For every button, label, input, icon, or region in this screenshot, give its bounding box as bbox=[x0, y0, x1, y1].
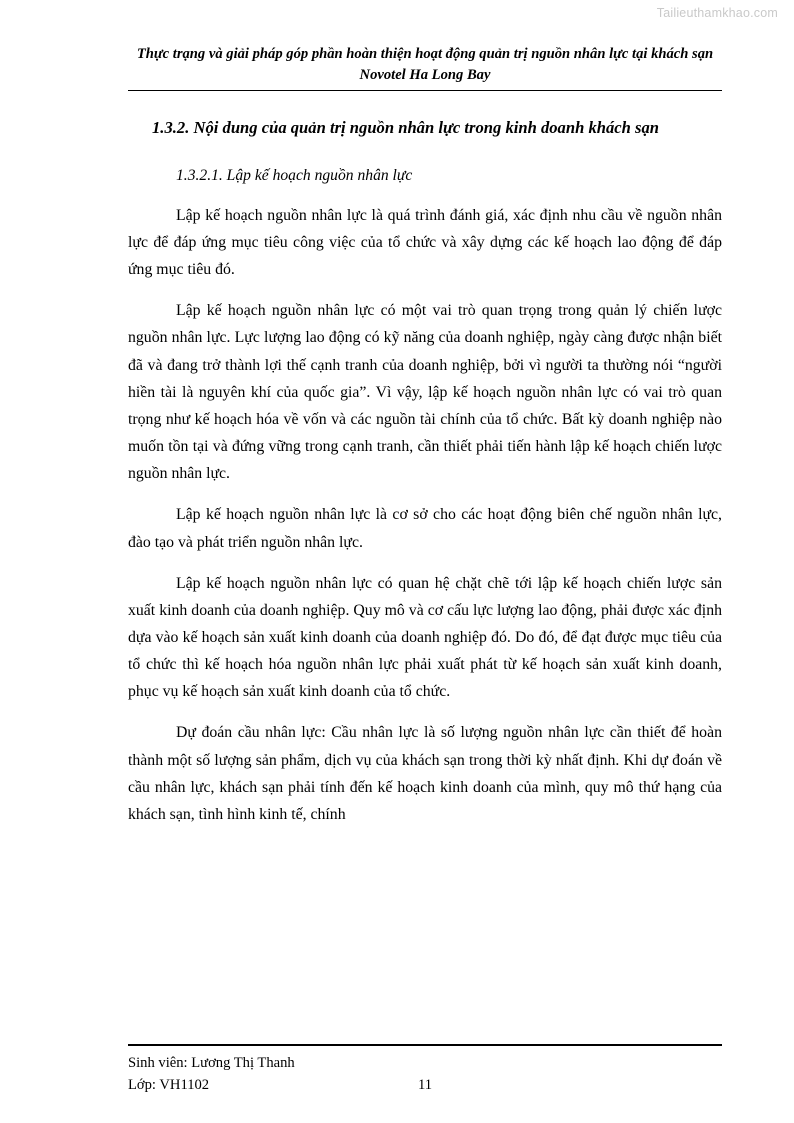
footer-class: Lớp: VH1102 bbox=[128, 1077, 210, 1094]
page-number: 11 bbox=[417, 1077, 433, 1094]
body-paragraph: Lập kế hoạch nguồn nhân lực là cơ sở cho các hoạt động biên chế nguồn nhân lực, đào tạo và phát triển nguồn nhân lực. bbox=[128, 506, 722, 551]
page-content bbox=[128, 44, 722, 828]
body-paragraph: Dự đoán cầu nhân lực: Cầu nhân lực là số lượng nguồn nhân lực cần thiết để hoàn thành một số lượng sản phẩm, dịch vụ của khách sạn trong thời kỳ nhất định. Khi dự đoán về cầu nhân lực, khách sạn phải tính đến kế hoạch kinh doanh của mình, quy mô thứ hạng của khách sạn, tình hình kinh tế, chính bbox=[128, 724, 722, 823]
section-heading: 1.3.2. Nội dung của quản trị nguồn nhân lực trong kinh doanh khách sạn bbox=[152, 118, 660, 138]
running-header bbox=[128, 44, 722, 88]
footer-divider bbox=[128, 1044, 722, 1046]
body-paragraph: Lập kế hoạch nguồn nhân lực có một vai trò quan trọng trong quản lý chiến lược nguồn nhân lực. Lực lượng lao động có kỹ năng của doanh nghiệp, ngày càng được nhận biết đã và đang trở thành lợi thế cạnh tranh của doanh nghiệp, bởi vì người ta thường nói “người hiền tài là nguyên khí của quốc gia”. Vì vậy, lập kế hoạch nguồn nhân lực có vai trò quan trọng như kế hoạch hóa về vốn và các nguồn tài chính của tổ chức. Bất kỳ doanh nghiệp nào muốn tồn tại và đứng vững trong cạnh tranh, cần thiết phải tiến hành lập kế hoạch chiến lược nguồn nhân lực. bbox=[128, 302, 722, 483]
running-header-line-1: Thực trạng và giải pháp góp phần hoàn thiện hoạt động quản trị nguồn nhân lực tại khách sạn bbox=[136, 46, 714, 62]
watermark-text: Tailieuthamkhao.com bbox=[656, 6, 778, 20]
subsection-heading: 1.3.2.1. Lập kế hoạch nguồn nhân lực bbox=[176, 166, 413, 184]
page-footer bbox=[128, 1044, 722, 1097]
body-paragraph: Lập kế hoạch nguồn nhân lực là quá trình đánh giá, xác định nhu cầu về nguồn nhân lực để đáp ứng mục tiêu công việc của tổ chức và xây dựng các kế hoạch lao động để đáp ứng mục tiêu đó. bbox=[128, 206, 722, 279]
header-divider bbox=[128, 90, 722, 91]
running-header-line-2: Novotel Ha Long Bay bbox=[359, 66, 491, 83]
footer-class-row bbox=[128, 1074, 722, 1097]
footer-student: Sinh viên: Lương Thị Thanh bbox=[128, 1054, 295, 1071]
body-paragraph: Lập kế hoạch nguồn nhân lực có quan hệ chặt chẽ tới lập kế hoạch chiến lược sản xuất kinh doanh của doanh nghiệp. Quy mô và cơ cấu lực lượng lao động, phải được xác định dựa vào kế hoạch sản xuất kinh doanh của doanh nghiệp đó. Do đó, để đạt được mục tiêu của tổ chức thì kế hoạch hóa nguồn nhân lực phải xuất phát từ kế hoạch sản xuất kinh doanh, phục vụ kế hoạch sản xuất kinh doanh của tổ chức. bbox=[128, 574, 722, 701]
